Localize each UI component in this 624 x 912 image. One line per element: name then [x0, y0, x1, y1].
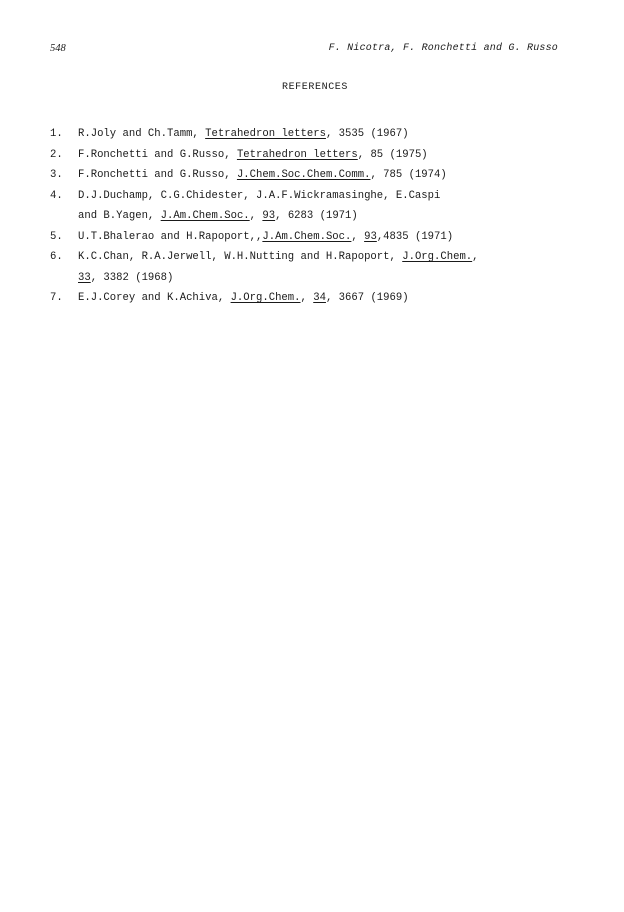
- reference-volume: 33: [78, 271, 91, 284]
- reference-volume: 34: [313, 292, 326, 304]
- reference-journal: J.Org.Chem.: [402, 251, 473, 263]
- reference-separator: ,: [351, 230, 365, 243]
- reference-citation: , 785 (1974): [370, 169, 447, 181]
- reference-authors: R.Joly and Ch.Tamm,: [78, 128, 206, 140]
- reference-separator: ,: [300, 292, 314, 304]
- reference-item-4: [50, 186, 590, 207]
- reference-number: 7.: [50, 292, 63, 304]
- reference-item-7: [50, 288, 590, 309]
- reference-authors: K.C.Chan, R.A.Jerwell, W.H.Nutting and H.Rapoport,: [78, 251, 403, 263]
- reference-authors: U.T.Bhalerao and H.Rapoport,,: [78, 230, 263, 243]
- reference-journal: J.Org.Chem.: [230, 292, 301, 304]
- reference-volume: 93: [364, 230, 377, 243]
- reference-item-6-continued: [50, 268, 590, 289]
- reference-authors: E.J.Corey and K.Achiva,: [78, 292, 231, 304]
- reference-authors: F.Ronchetti and G.Russo,: [78, 148, 237, 161]
- reference-item-6: [50, 247, 590, 268]
- reference-item-2: [50, 145, 590, 166]
- reference-number: 1.: [50, 128, 63, 140]
- reference-volume: 93: [262, 210, 276, 222]
- reference-authors: F.Ronchetti and G.Russo,: [78, 169, 237, 181]
- reference-journal: Tetrahedron letters: [236, 148, 358, 161]
- reference-citation: ,4835 (1971): [376, 230, 454, 243]
- reference-citation: , 6283 (1971): [275, 210, 358, 222]
- reference-journal: Tetrahedron letters: [205, 128, 326, 140]
- reference-citation: , 3382 (1968): [90, 271, 174, 284]
- reference-number: 4.: [50, 189, 63, 202]
- reference-number: 5.: [50, 230, 63, 243]
- reference-citation: , 85 (1975): [357, 148, 428, 161]
- reference-journal: J.Am.Chem.Soc.: [160, 210, 250, 222]
- reference-item-4-continued: [50, 206, 590, 227]
- reference-item-3: [50, 165, 590, 186]
- reference-number: 3.: [50, 169, 63, 181]
- reference-authors: and B.Yagen,: [78, 210, 161, 222]
- reference-authors: D.J.Duchamp, C.G.Chidester, J.A.F.Wickramasinghe, E.Caspi: [78, 189, 441, 202]
- reference-journal: J.Chem.Soc.Chem.Comm.: [236, 169, 371, 181]
- reference-separator: ,: [249, 210, 263, 222]
- reference-list: [50, 124, 590, 309]
- reference-item-5: [50, 227, 590, 248]
- running-head: F. Nicotra, F. Ronchetti and G. Russo: [328, 43, 558, 54]
- reference-number: 6.: [50, 251, 63, 263]
- page-number: 548: [50, 43, 66, 54]
- reference-journal: J.Am.Chem.Soc.: [262, 230, 352, 243]
- reference-separator: ,: [472, 251, 479, 263]
- reference-number: 2.: [50, 148, 63, 161]
- reference-item-1: [50, 124, 590, 145]
- reference-citation: , 3667 (1969): [325, 292, 409, 304]
- reference-citation: , 3535 (1967): [325, 128, 409, 140]
- section-title: REFERENCES: [281, 82, 348, 93]
